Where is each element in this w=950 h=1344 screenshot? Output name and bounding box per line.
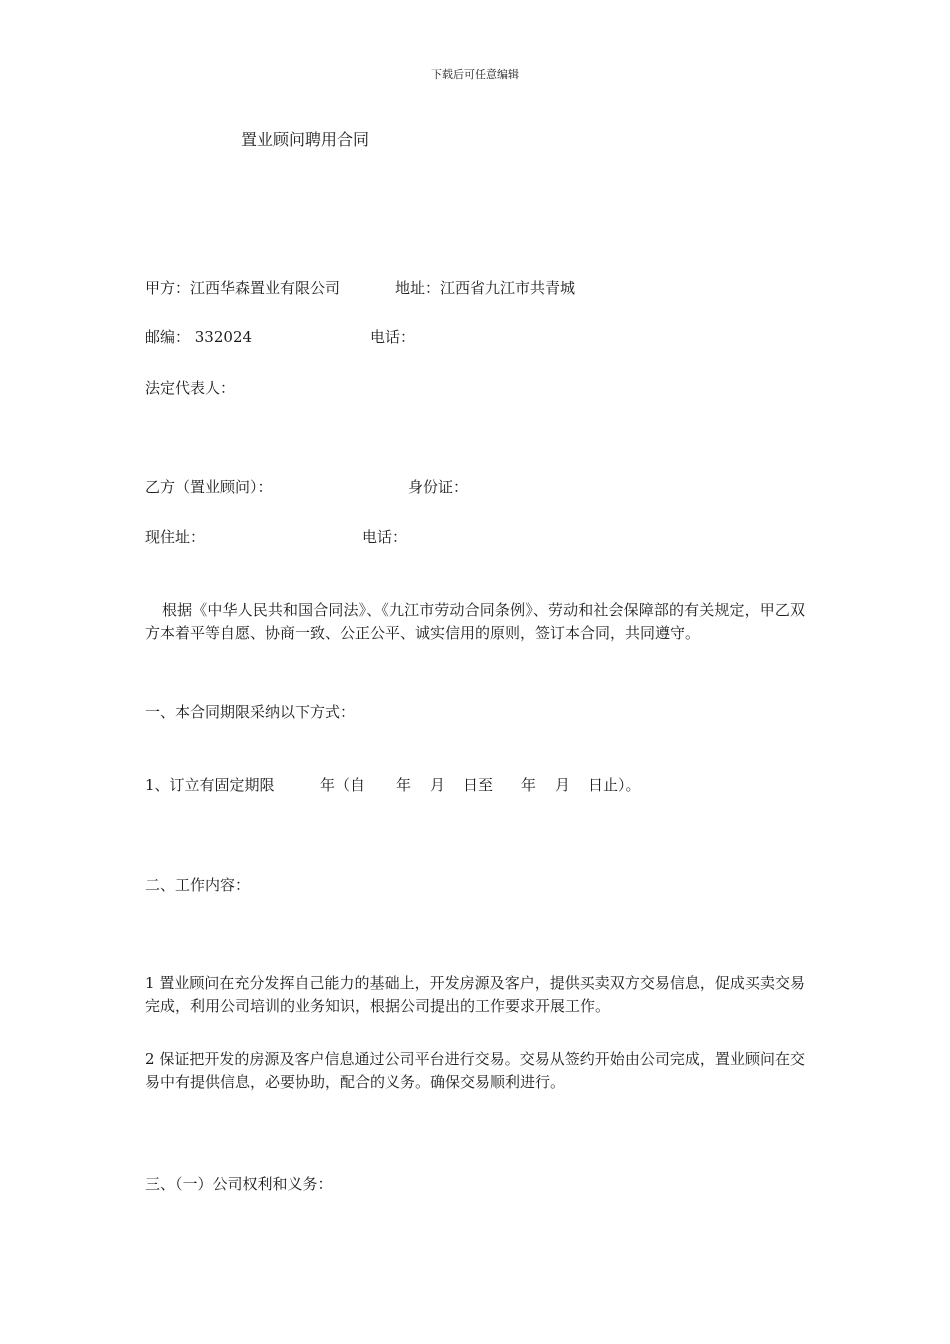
- preamble-paragraph: 根据《中华人民共和国合同法》、《九江市劳动合同条例》、劳动和社会保障部的有关规定，甲乙双方本着平等自愿、协商一致、公正公平、诚实信用的原则，签订本合同，共同遵守。: [145, 601, 805, 642]
- party-b-address: 现住址：: [145, 528, 206, 546]
- party-a-postcode: 邮编： 332024: [145, 328, 253, 346]
- party-a-address: 地址：江西省九江市共青城: [395, 279, 576, 297]
- document-title: 置业顾问聘用合同: [241, 130, 370, 149]
- party-b-id-card: 身份证：: [408, 478, 469, 496]
- page-header-note: 下载后可任意编辑: [431, 68, 519, 81]
- term-end-year: 年: [521, 776, 537, 794]
- party-a-phone: 电话：: [370, 328, 416, 346]
- party-a-name: 甲方：江西华森置业有限公司: [145, 279, 341, 297]
- term-start-month: 月: [430, 776, 446, 794]
- party-b-name: 乙方（置业顾问）：: [145, 478, 273, 496]
- term-start-year: 年: [396, 776, 412, 794]
- party-b-phone: 电话：: [362, 528, 408, 546]
- party-a-legal-rep: 法定代表人：: [145, 379, 236, 397]
- term-year-from: 年（自: [320, 776, 366, 794]
- term-prefix: 1、订立有固定期限: [145, 776, 275, 794]
- section3-heading: 三、（一）公司权利和义务：: [145, 1175, 333, 1193]
- section2-heading: 二、工作内容：: [145, 876, 251, 894]
- term-start-day-to: 日至: [463, 776, 494, 794]
- section2-item-2: 2 保证把开发的房源及客户信息通过公司平台进行交易。交易从签约开始由公司完成，置业顾问在交易中有提供信息，必要协助，配合的义务。确保交易顺利进行。: [145, 1050, 805, 1091]
- term-end-day: 日止）。: [588, 776, 641, 794]
- section2-item-1: 1 置业顾问在充分发挥自己能力的基础上，开发房源及客户，提供买卖双方交易信息，促成买卖交易完成，利用公司培训的业务知识，根据公司提出的工作要求开展工作。: [145, 974, 805, 1015]
- term-end-month: 月: [555, 776, 571, 794]
- section1-heading: 一、本合同期限采纳以下方式：: [145, 703, 356, 721]
